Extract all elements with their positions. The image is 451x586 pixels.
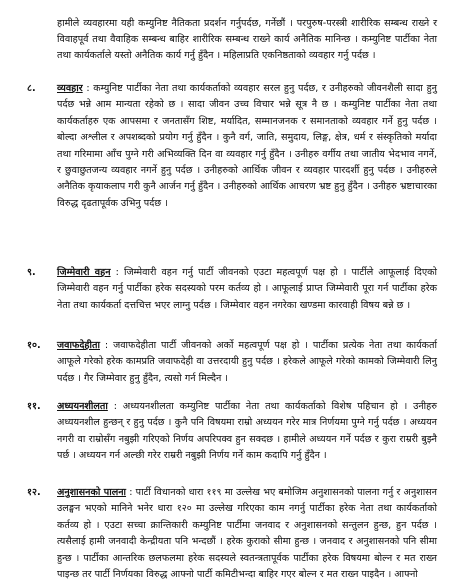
section-number: १०. <box>27 340 41 351</box>
section-body: जवाफदेहीता पार्टी जीवनको अर्को महत्वपूर्ण पक्ष हो । पार्टीका प्रत्येक नेता तथा कार्यकर्ता आफूले गरेको हरेक कामप्रति जवाफदेही वा उत्तरदायी हुनु पर्दछ । हरेकले आफूले गरेको कामको जिम्मेवारी लिनु पर्दछ । गैर जिम्मेवार हुनु हुँदैन, त्यसो गर्न मिल्दैन । <box>57 340 437 384</box>
section-text: जिम्मेवारी वहन : जिम्मेवारी वहन गर्नु पार्टी जीवनको एउटा महत्वपूर्ण पक्ष हो । पार्टीले आफूलाई दिएको जिम्मेवारी वहन गर्नु पार्टीका हरेक सदस्यको परम कर्तव्य हो । आफूलाई प्राप्त जिम्मेवारी पूरा गर्न पार्टीका हरेक नेता तथा कार्यकर्ता दत्तचित्त भएर लाग्नु पर्दछ । जिम्मेवार वहन नगरेका खण्डमा कारवाही विषय बन्ने छ । <box>57 267 438 311</box>
section-number: १२. <box>27 487 41 498</box>
section-number: ८. <box>27 83 36 94</box>
section-number: ११. <box>27 401 41 412</box>
section-responsibility <box>0 265 451 314</box>
section-studiousness <box>0 399 451 465</box>
section-discipline <box>0 485 451 583</box>
section-text: अनुशासनको पालना : पार्टी विधानको धारा ११९ मा उल्लेख भए बमोजिम अनुशासनको पालना गर्नु र अनुशासन उलङ्घन भएको मानिने भनेर धारा १२० मा उल्लेख गरिएका काम नगर्नु पार्टीका हरेक नेता तथा कार्यकर्ताको कर्तव्य हो । एउटा सच्चा क्रान्तिकारी कम्युनिष्ट पार्टीमा जनवाद र अनुशासनको सन्तुलन हुन्छ, हुन पर्दछ । त्यसैलाई हामी जनवादी केन्द्रीयता पनि भन्दछौं । हरेक कुराको सीमा हुन्छ । जनवाद र अनुशासनको पनि सीमा हुन्छ । पार्टीका आन्तरिक छलफलमा हरेक सदस्यले स्वतन्त्रतापूर्वक पार्टीका हरेक विषयमा बोल्न र मत राख्न पाइन्छ तर पार्टी निर्णयका विरुद्ध आफ्नो पार्टी कमिटीभन्दा बाहिर गएर बोल्न र मत राख्न पाइदैन । आफ्नो <box>57 487 437 581</box>
intro-paragraph: हामीले व्यवहारमा यही कम्युनिष्ट नैतिकता प्रदर्शन गर्नुपर्दछ, गर्नेछौं । परपुरुष-परस्त्री शारीरिक सम्बन्ध राख्ने र विवाहपूर्व तथा वैवाहिक सम्बन्ध बाहिर शारीरिक सम्बन्ध राख्ने कार्य अनैतिक मानिन्छ । कम्युनिष्ट पार्टीका नेता तथा कार्यकर्ताले यस्तो अनैतिक कार्य गर्नु हुँदैन । महिलाप्रति एकनिष्ठताको व्यवहार गर्नु पर्दछ । <box>57 17 437 62</box>
section-body: अध्ययनशीलता कम्युनिष्ट पार्टीका नेता तथा कार्यकर्ताको विशेष पहिचान हो । उनीहरु अध्ययनशील हुन्छन् र हुनु पर्दछ । कुनै पनि विषयमा राम्रो अध्ययन गरेर मात्र निर्णयमा पुग्ने गर्नु पर्दछ । अध्ययन नगरी वा राम्रोसँग नबुझी गरिएको निर्णय अपरिपक्व हुन सक्दछ । हामीले अध्ययन गर्ने पर्दछ र कुरा राम्ररी बुझ्नै पर्छ । अध्ययन गर्न अल्छी गरेर राम्ररी नबुझी निर्णय गर्ने काम कदापि गर्नु हुँदैन । <box>57 401 437 462</box>
section-text: जवाफदेहीता : जवाफदेहीता पार्टी जीवनको अर्को महत्वपूर्ण पक्ष हो । पार्टीका प्रत्येक नेता तथा कार्यकर्ता आफूले गरेको हरेक कामप्रति जवाफदेही वा उत्तरदायी हुनु पर्दछ । हरेकले आफूले गरेको कामको जिम्मेवारी लिनु पर्दछ । गैर जिम्मेवार हुनु हुँदैन, त्यसो गर्न मिल्दैन । <box>57 340 437 384</box>
section-body: कम्युनिष्ट पार्टीका नेता तथा कार्यकर्ताको व्यवहार सरल हुनु पर्दछ, र उनीहरुको जीवनशैली सादा हुनु पर्दछ भन्ने आम मान्यता रहेको छ । सादा जीवन उच्च विचार भन्ने सूत्र नै छ । कम्युनिष्ट पार्टीका नेता तथा कार्यकर्ताहरु एक आपसमा र जनतासँग शिष्ट, मर्यादित, सम्मानजनक र समानताको व्यवहार गर्ने हुनु पर्दछ । बोल्दा अश्लील र अपशब्दको प्रयोग गर्नु हुँदैन । कुनै वर्ग, जाति, समुदाय, लिङ्ग, क्षेत्र, धर्म र संस्कृतिको मर्यादा तथा गरिमामा आँच पुग्ने गरी अभिव्यक्ति दिन वा व्यवहार गर्नु हुँदैन । उनीहरु वर्गीय तथा जातीय भेदभाव नगर्ने, र छुवाछुतजन्य व्यवहार नगर्ने हुनु पर्दछ । उनीहरुको आर्थिक जीवन र व्यवहार पारदर्शी हुनु पर्दछ । उनीहरुले अनैतिक कृयाकलाप गरी कुनै आर्जन गर्नु हुँदैन । उनीहरुको आर्थिक आचरण भ्रष्ट हुनु हुँदैन । उनीहरु भ्रष्टाचारका विरुद्ध दृढतापूर्वक उभिनु पर्दछ । <box>57 83 437 209</box>
section-body: पार्टी विधानको धारा ११९ मा उल्लेख भए बमोजिम अनुशासनको पालना गर्नु र अनुशासन उलङ्घन भएको मानिने भनेर धारा १२० मा उल्लेख गरिएका काम नगर्नु पार्टीका हरेक नेता तथा कार्यकर्ताको कर्तव्य हो । एउटा सच्चा क्रान्तिकारी कम्युनिष्ट पार्टीमा जनवाद र अनुशासनको सन्तुलन हुन्छ, हुन पर्दछ । त्यसैलाई हामी जनवादी केन्द्रीयता पनि भन्दछौं । हरेक कुराको सीमा हुन्छ । जनवाद र अनुशासनको पनि सीमा हुन्छ । पार्टीका आन्तरिक छलफलमा हरेक सदस्यले स्वतन्त्रतापूर्वक पार्टीका हरेक विषयमा बोल्न र मत राख्न पाइन्छ तर पार्टी निर्णयका विरुद्ध आफ्नो पार्टी कमिटीभन्दा बाहिर गएर बोल्न र मत राख्न पाइदैन । आफ्नो <box>57 487 437 581</box>
section-heading: अनुशासनको पालना <box>57 487 127 498</box>
section-heading: जवाफदेहीता <box>57 340 100 351</box>
section-heading: व्यवहार <box>57 83 83 94</box>
section-body: जिम्मेवारी वहन गर्नु पार्टी जीवनको एउटा महत्वपूर्ण पक्ष हो । पार्टीले आफूलाई दिएको जिम्मेवारी वहन गर्नु पार्टीका हरेक सदस्यको परम कर्तव्य हो । आफूलाई प्राप्त जिम्मेवारी पूरा गर्न पार्टीका हरेक नेता तथा कार्यकर्ता दत्तचित्त भएर लाग्नु पर्दछ । जिम्मेवार वहन नगरेका खण्डमा कारवाही विषय बन्ने छ । <box>57 267 438 311</box>
section-accountability <box>0 338 451 387</box>
section-heading: जिम्मेवारी वहन <box>57 267 111 278</box>
section-behaviour <box>0 81 451 212</box>
section-text: अध्ययनशीलता : अध्ययनशीलता कम्युनिष्ट पार्टीका नेता तथा कार्यकर्ताको विशेष पहिचान हो । उनीहरु अध्ययनशील हुन्छन् र हुनु पर्दछ । कुनै पनि विषयमा राम्रो अध्ययन गरेर मात्र निर्णयमा पुग्ने गर्नु पर्दछ । अध्ययन नगरी वा राम्रोसँग नबुझी गरिएको निर्णय अपरिपक्व हुन सक्दछ । हामीले अध्ययन गर्ने पर्दछ र कुरा राम्ररी बुझ्नै पर्छ । अध्ययन गर्न अल्छी गरेर राम्ररी नबुझी निर्णय गर्ने काम कदापि गर्नु हुँदैन । <box>57 401 437 462</box>
section-number: ९. <box>27 267 36 278</box>
section-text: व्यवहार : कम्युनिष्ट पार्टीका नेता तथा कार्यकर्ताको व्यवहार सरल हुनु पर्दछ, र उनीहरुको जीवनशैली सादा हुनु पर्दछ भन्ने आम मान्यता रहेको छ । सादा जीवन उच्च विचार भन्ने सूत्र नै छ । कम्युनिष्ट पार्टीका नेता तथा कार्यकर्ताहरु एक आपसमा र जनतासँग शिष्ट, मर्यादित, सम्मानजनक र समानताको व्यवहार गर्ने हुनु पर्दछ । बोल्दा अश्लील र अपशब्दको प्रयोग गर्नु हुँदैन । कुनै वर्ग, जाति, समुदाय, लिङ्ग, क्षेत्र, धर्म र संस्कृतिको मर्यादा तथा गरिमामा आँच पुग्ने गरी अभिव्यक्ति दिन वा व्यवहार गर्नु हुँदैन । उनीहरु वर्गीय तथा जातीय भेदभाव नगर्ने, र छुवाछुतजन्य व्यवहार नगर्ने हुनु पर्दछ । उनीहरुको आर्थिक जीवन र व्यवहार पारदर्शी हुनु पर्दछ । उनीहरुले अनैतिक कृयाकलाप गरी कुनै आर्जन गर्नु हुँदैन । उनीहरुको आर्थिक आचरण भ्रष्ट हुनु हुँदैन । उनीहरु भ्रष्टाचारका विरुद्ध दृढतापूर्वक उभिनु पर्दछ । <box>57 83 437 209</box>
section-heading: अध्ययनशीलता <box>57 401 108 412</box>
